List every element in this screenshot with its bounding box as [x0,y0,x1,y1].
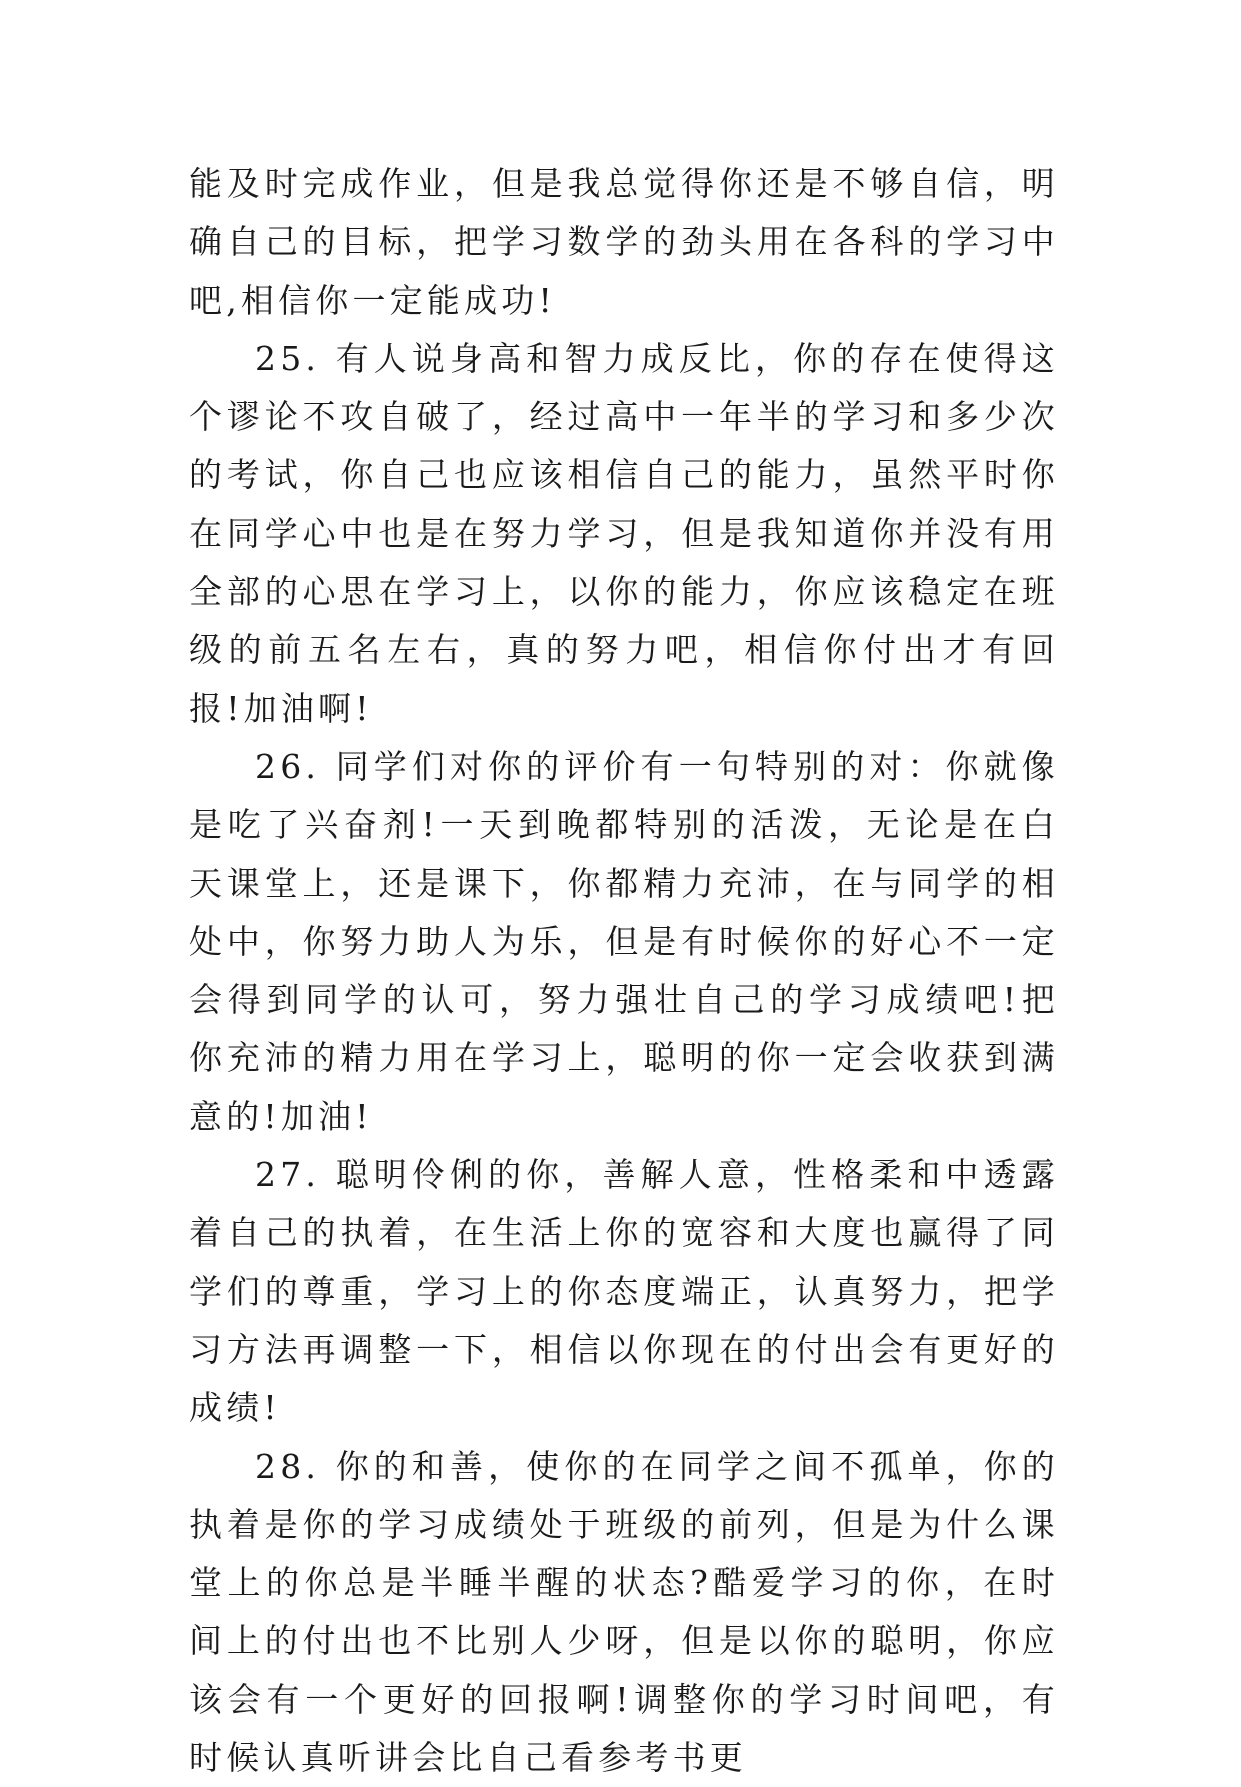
paragraph-continuation: 能及时完成作业，但是我总觉得你还是不够自信，明确自己的目标，把学习数学的劲头用在各科的学习中吧,相信你一定能成功! [189,164,1059,320]
paragraph-item-28: 28. 你的和善，使你的在同学之间不孤单，你的执着是你的学习成绩处于班级的前列，但是为什么课堂上的你总是半睡半醒的状态?酷爱学习的你，在时间上的付出也不比别人少呀，但是以你的聪明，你应该会有一个更好的回报啊!调整你的学习时间吧，有时候认真听讲会比自己看参考书更 [189,1446,1059,1778]
paragraph-item-25: 25. 有人说身高和智力成反比，你的存在使得这个谬论不攻自破了，经过高中一年半的学习和多少次的考试，你自己也应该相信自己的能力，虽然平时你在同学心中也是在努力学习，但是我知道你并没有用全部的心思在学习上，以你的能力，你应该稳定在班级的前五名左右，真的努力吧，相信你付出才有回报!加油啊! [189,338,1059,728]
paragraph-item-27: 27. 聪明伶俐的你，善解人意，性格柔和中透露着自己的执着，在生活上你的宽容和大度也赢得了同学们的尊重，学习上的你态度端正，认真努力，把学习方法再调整一下，相信以你现在的付出会有更好的成绩! [189,1155,1059,1428]
paragraph-item-26: 26. 同学们对你的评价有一句特别的对：你就像是吃了兴奋剂!一天到晚都特别的活泼，无论是在白天课堂上，还是课下，你都精力充沛，在与同学的相处中，你努力助人为乐，但是有时候你的好心不一定会得到同学的认可，努力强壮自己的学习成绩吧!把你充沛的精力用在学习上，聪明的你一定会收获到满意的!加油! [189,746,1059,1136]
document-body [189,155,1059,1787]
